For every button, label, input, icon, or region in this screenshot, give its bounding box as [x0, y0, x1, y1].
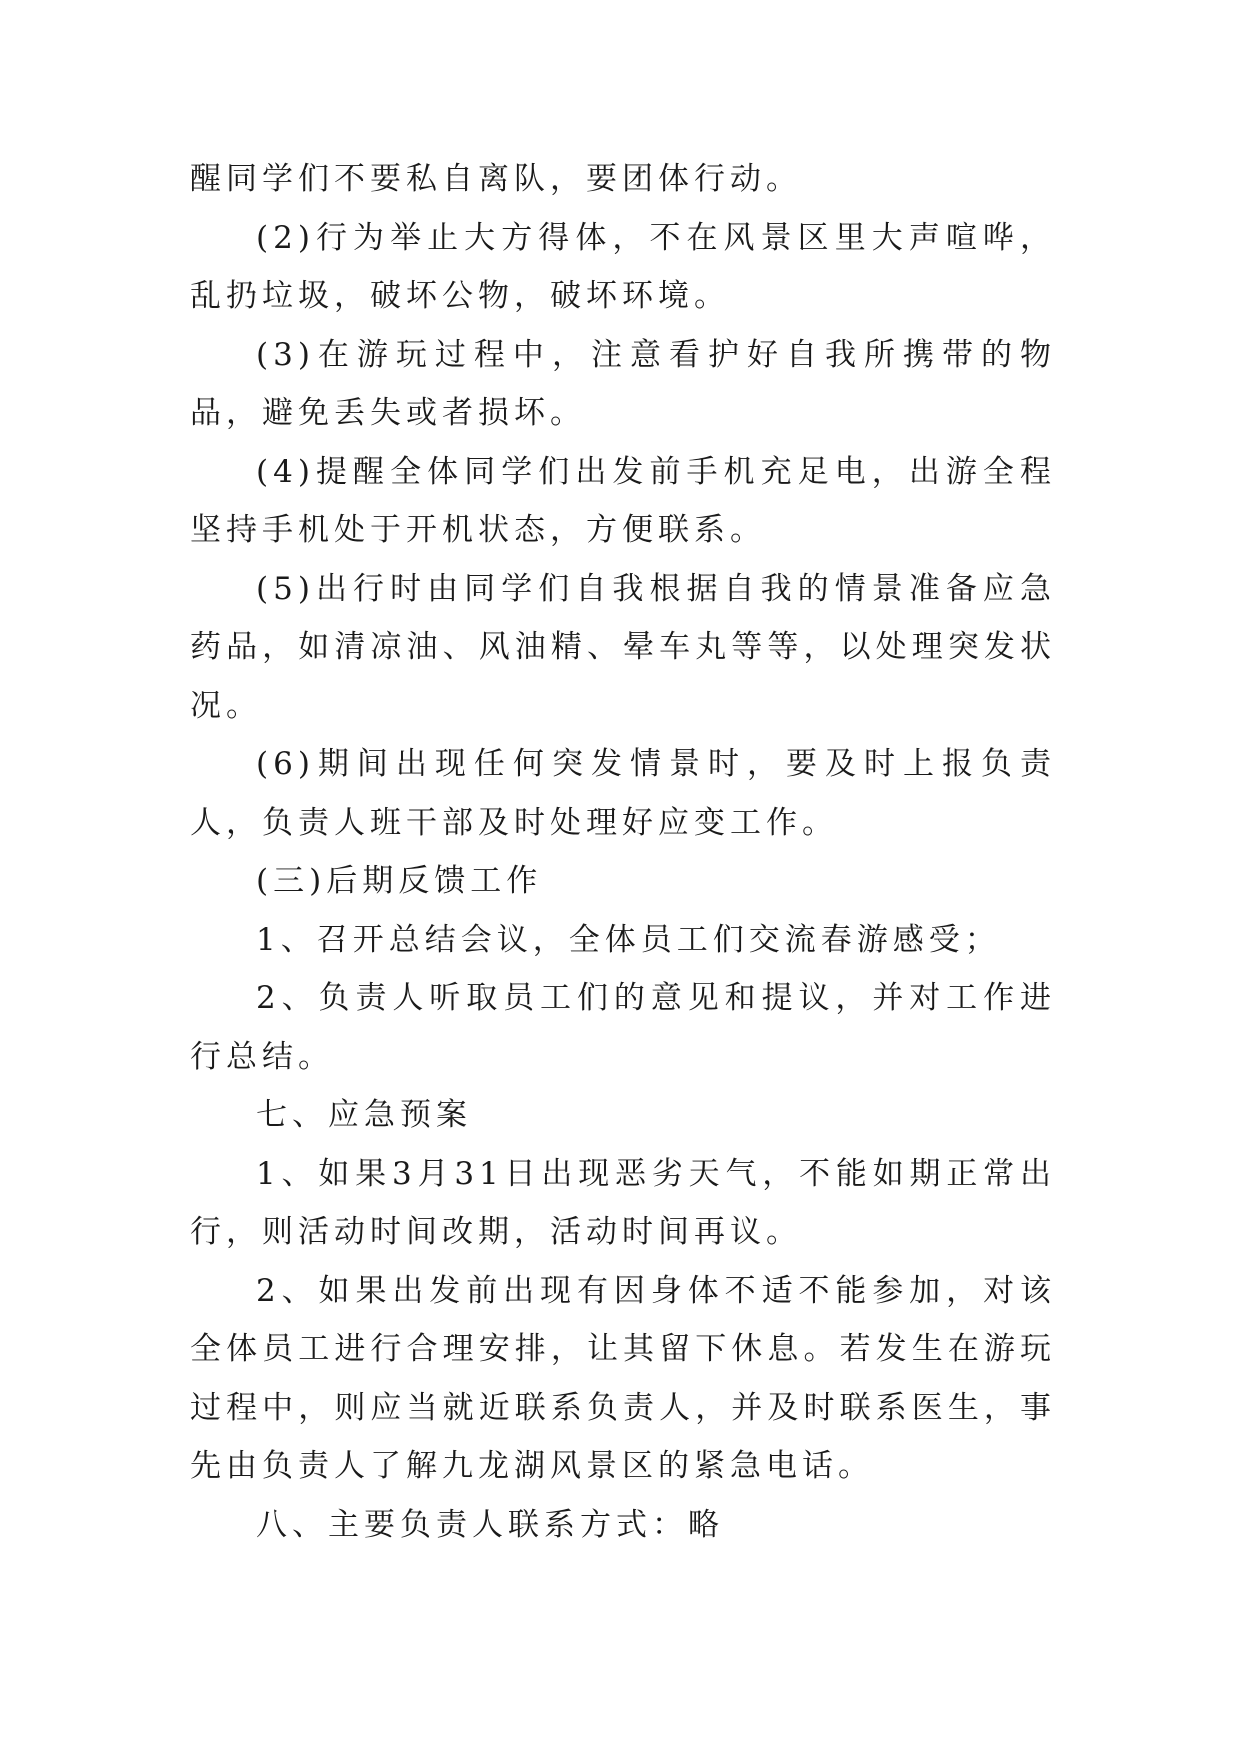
section-heading-emergency-plan: 七、应急预案	[256, 1097, 472, 1133]
paragraph-item-5: (5)出行时由同学们自我根据自我的情景准备应急药品，如清凉油、风油精、晕车丸等等，以处理突发状况。	[190, 570, 1056, 724]
feedback-item-1: 1、召开总结会议，全体员工们交流春游感受；	[256, 921, 1001, 958]
paragraph-item-6: (6)期间出现任何突发情景时，要及时上报负责人，负责人班干部及时处理好应变工作。	[190, 746, 1056, 841]
emergency-item-1: 1、如果3月31日出现恶劣天气，不能如期正常出行，则活动时间改期，活动时间再议。	[190, 1155, 1056, 1250]
paragraph-item-3: (3)在游玩过程中，注意看护好自我所携带的物品，避免丢失或者损坏。	[190, 336, 1056, 431]
emergency-item-2: 2、如果出发前出现有因身体不适不能参加，对该全体员工进行合理安排，让其留下休息。若发生在游玩过程中，则应当就近联系负责人，并及时联系医生，事先由负责人了解九龙湖风景区的紧急电话。	[190, 1272, 1056, 1484]
paragraph-continuation: 醒同学们不要私自离队，要团体行动。	[190, 161, 802, 197]
paragraph-item-4: (4)提醒全体同学们出发前手机充足电，出游全程坚持手机处于开机状态，方便联系。	[190, 453, 1056, 548]
feedback-item-2: 2、负责人听取员工们的意见和提议，并对工作进行总结。	[190, 980, 1056, 1075]
section-heading-contact: 八、主要负责人联系方式：略	[256, 1506, 724, 1543]
section-heading-feedback: (三)后期反馈工作	[256, 863, 543, 899]
document-body	[190, 150, 1056, 1554]
paragraph-item-2: (2)行为举止大方得体，不在风景区里大声喧哗，乱扔垃圾，破坏公物，破坏环境。	[190, 219, 1056, 314]
